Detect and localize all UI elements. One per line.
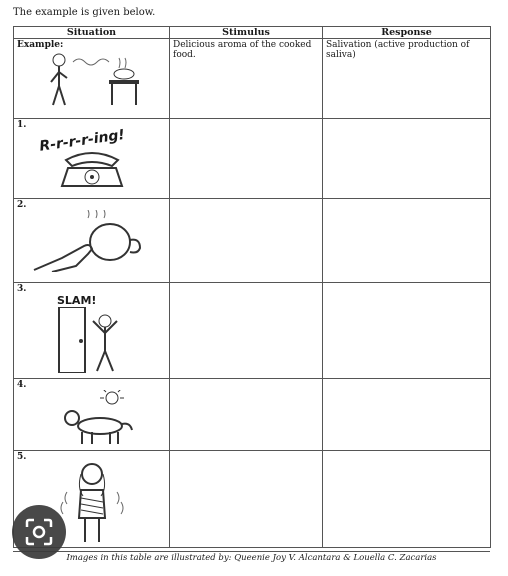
situation-cell <box>14 199 170 283</box>
lens-search-button[interactable] <box>12 505 66 559</box>
response-cell <box>323 283 491 379</box>
header-row <box>14 27 491 39</box>
stimulus-cell <box>170 119 323 199</box>
header-situation: Situation <box>14 27 170 39</box>
situation-cell <box>14 119 170 199</box>
stimulus-cell <box>170 199 323 283</box>
item-number: 5. <box>17 452 27 462</box>
item-number: 3. <box>17 284 27 294</box>
illustration-credit: Images in this table are illustrated by: Queenie Joy V. Alcantara & Louella C. Zacarias <box>13 551 490 563</box>
situation-cell <box>14 39 170 119</box>
lens-search-icon <box>25 518 53 546</box>
example-row <box>14 39 491 119</box>
stimulus-cell <box>170 283 323 379</box>
response-cell <box>323 451 491 548</box>
header-response: Response <box>323 27 491 39</box>
situation-cell <box>14 283 170 379</box>
header-stimulus: Stimulus <box>170 27 323 39</box>
response-cell <box>323 119 491 199</box>
door-slam-icon <box>37 307 147 373</box>
worksheet-table <box>13 26 491 548</box>
item-row <box>14 451 491 548</box>
slam-caption: SLAM! <box>57 294 97 307</box>
stimulus-cell <box>170 379 323 451</box>
item-number: 4. <box>17 380 27 390</box>
ringing-telephone-icon <box>52 146 132 188</box>
stimulus-cell <box>170 451 323 548</box>
item-row <box>14 199 491 283</box>
item-number: 1. <box>17 120 27 130</box>
intro-text: The example is given below. <box>13 7 156 18</box>
hand-touching-hot-pot-icon <box>32 210 152 272</box>
item-row <box>14 283 491 379</box>
item-row <box>14 379 491 451</box>
item-row <box>14 119 491 199</box>
item-number: 2. <box>17 200 27 210</box>
example-label: Example: <box>17 40 64 50</box>
stimulus-cell: Delicious aroma of the cooked food. <box>170 39 323 119</box>
boy-smelling-food-icon <box>37 50 147 110</box>
response-cell: Salivation (active production of saliva) <box>323 39 491 119</box>
response-cell <box>323 379 491 451</box>
response-cell <box>323 199 491 283</box>
ring-caption: R-r-r-r-ing! <box>38 126 126 155</box>
dog-in-sun-icon <box>42 390 142 446</box>
situation-cell <box>14 379 170 451</box>
